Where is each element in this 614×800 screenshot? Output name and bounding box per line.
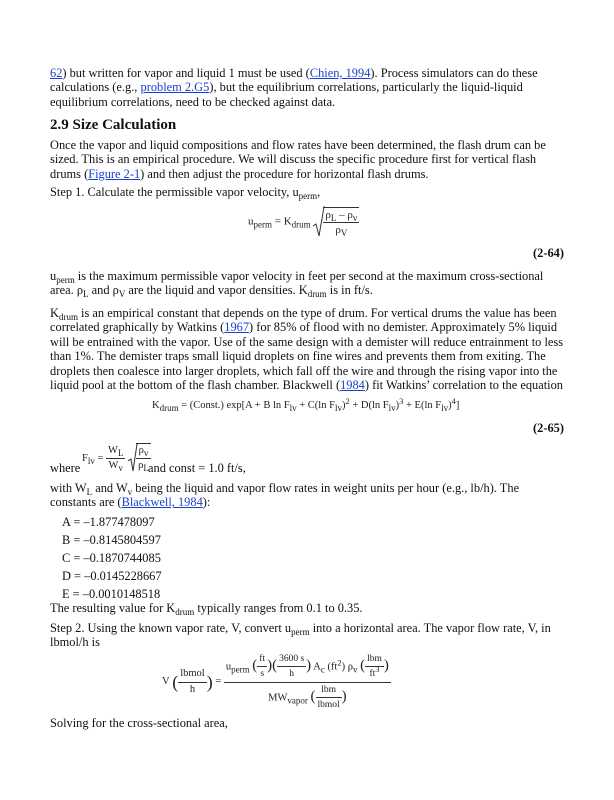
constant-a: A = –1.877478097 bbox=[62, 515, 155, 529]
figure-2-1-link[interactable]: Figure 2-1 bbox=[88, 166, 141, 181]
equation-2-64: $u_{perm} = K_{drum}$ $\frac{\rho_L - \rho_v}{\rho_V}$ bbox=[248, 206, 359, 238]
equation-number-2-64: (2-64) bbox=[533, 246, 564, 260]
flv-definition: where $F_{lv}$ = $\frac{W_L}{W_v}$ $\frac{\rho_v}{\rho_L}$ and const = 1.0 ft/s, bbox=[50, 444, 246, 475]
constants-list bbox=[62, 515, 162, 605]
constant-d: D = –0.0145228667 bbox=[62, 569, 162, 583]
chien-1994-link[interactable]: Chien, 1994 bbox=[309, 66, 371, 80]
flow-rate-paragraph: with $W_L$ and $W_v$ being the liquid and vapor flow rates in weight units per hour (e.g., lb/h). The constants are (Blackwell, 1984): bbox=[50, 481, 520, 510]
blackwell-1984-link-2[interactable]: Blackwell, 1984 bbox=[121, 495, 203, 510]
kdrum-paragraph: $K_{drum}$ is an empirical constant that depends on the type of drum. For vertical drums the value has been correlated graphically by Watkins (1967) for 85% of flood with no demister. Approximately 5% liquid will be entrained with the vapor. Use of the same design with a demister will reduce entrainment to less than 1%. The demister traps small liquid droplets on fine wires and prevents them from exiting. The droplets then coalesce into larger droplets, which fall off the wire and through the rising vapor into the liquid pool at the bottom of the flash chamber. Blackwell (1984) fit Watkins’ correlation to the equation bbox=[50, 306, 564, 393]
constant-c: C = –0.1870744085 bbox=[62, 551, 161, 565]
ref-62-link[interactable]: 62 bbox=[50, 66, 63, 80]
step1-text: Step 1. Calculate the permissible vapor velocity, $u_{perm}$, bbox=[50, 185, 321, 201]
watkins-1967-link[interactable]: 1967 bbox=[224, 320, 250, 335]
section-title: 2.9 Size Calculation bbox=[50, 117, 177, 133]
problem-2g5-link[interactable]: problem 2.G5 bbox=[140, 80, 210, 95]
constant-e: E = –0.0010148518 bbox=[62, 587, 161, 601]
closing-text: Solving for the cross-sectional area, bbox=[50, 716, 228, 730]
vapor-flow-equation: V ( $\frac{\text{lbmol}}{h}$ ) = $u_{perm}$ ( $\frac{ft}{s}$ )( $\frac{3600 s}{h}$ ) $A_c$ $(ft^2)$ $\rho_v$ ( $\frac{\text{lbm}}{ft^3}$ ) $MW_{vapor}$ ( $\frac{\text{lbm}}{\text{lbmol}}$ ) bbox=[162, 654, 389, 711]
constant-b: B = –0.8145804597 bbox=[62, 533, 161, 547]
blackwell-1984-link[interactable]: 1984 bbox=[340, 378, 365, 393]
velocity-definition-paragraph: $u_{perm}$ is the maximum permissible vapor velocity in feet per second at the maximum cross-sectional area. $\rho_L$ and $\rho_V$ are the liquid and vapor densities. $K_{drum}$ is in ft/s. bbox=[50, 269, 544, 300]
intro-paragraph: 62) but written for vapor and liquid 1 must be used (Chien, 1994). Process simulators can do these calculations (e.g., problem 2.G5), but the equilibrium correlations, particularly the liquid-liquid equilibrium correlations, need to be checked against data. bbox=[50, 66, 538, 109]
equation-2-65: $K_{drum}$ = (Const.) exp[A + B $\ln F_{lv} + C(\ln$ $F_{lv})^2 + D(\ln$ $F_{lv})^3 + E(\ln$ $F_{lv})^4$] bbox=[152, 396, 460, 413]
sizing-intro-paragraph: Once the vapor and liquid compositions and flow rates have been determined, the flash drum can be sized. This is an empirical procedure. We will discuss the specific procedure first for vertical flash drums (Figure 2-1) and then adjust the procedure for horizontal flash drums. bbox=[50, 138, 546, 181]
equation-number-2-65: (2-65) bbox=[533, 421, 564, 435]
step2-text: Step 2. Using the known vapor rate, V, convert $u_{perm}$ into a horizontal area. The vapor flow rate, V, in lbmol/h is bbox=[50, 621, 551, 650]
kdrum-range-paragraph: The resulting value for $K_{drum}$ typically ranges from 0.1 to 0.35. bbox=[50, 601, 363, 617]
